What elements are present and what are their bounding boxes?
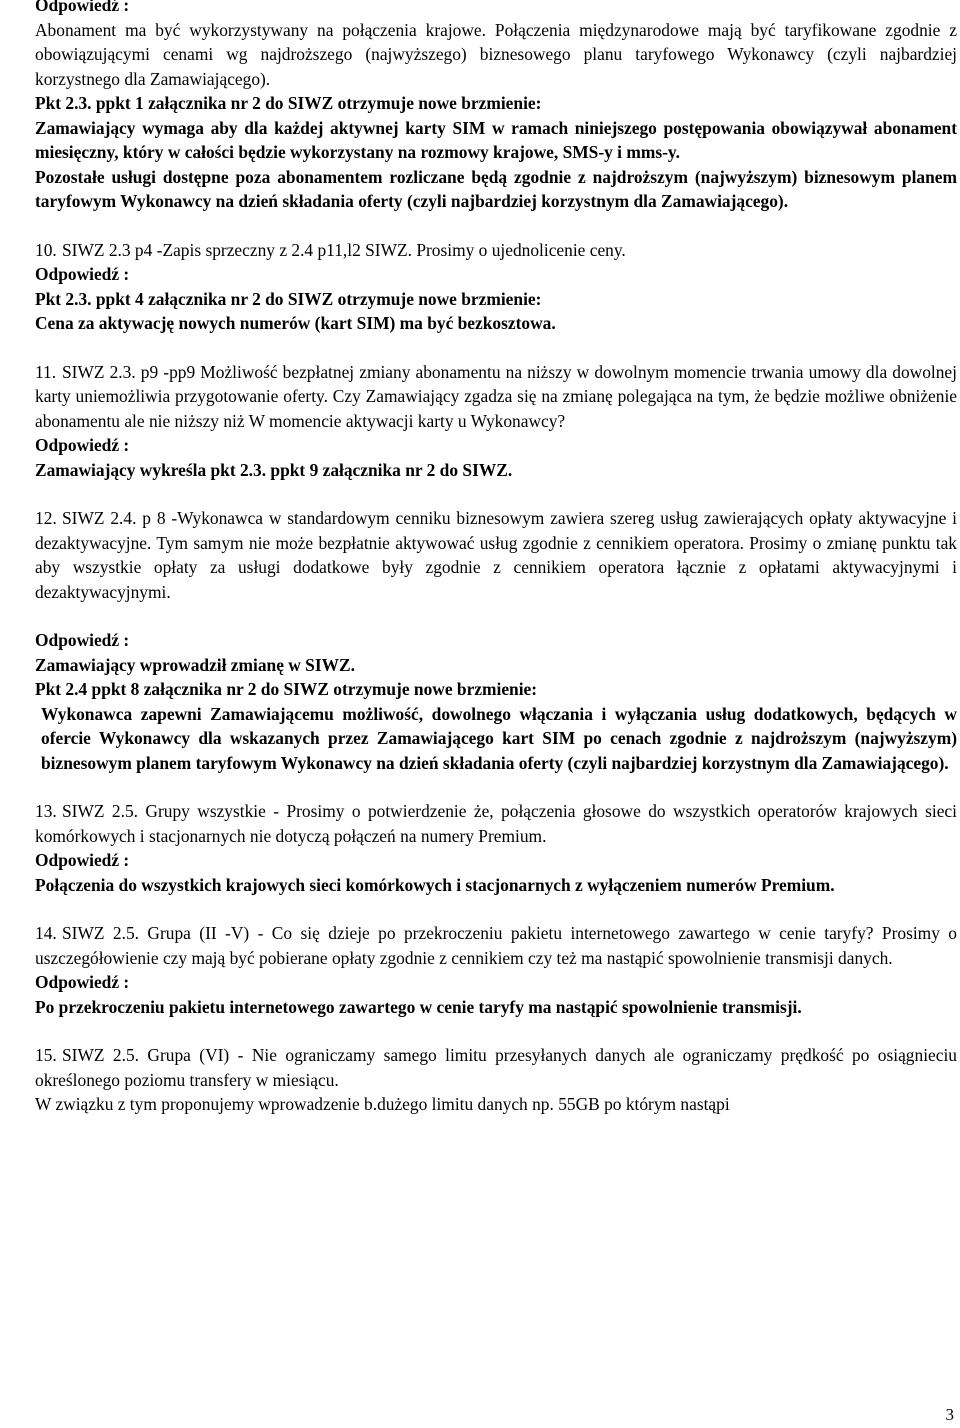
question-text: SIWZ 2.5. Grupy wszystkie - Prosimy o potwierdzenie że, połączenia głosowe do wszystkich operatorów krajowych sieci komórkowych i stacjonarnych nie dotyczą połączeń na numery Premium. <box>35 801 957 846</box>
answer-label: Odpowiedź : <box>35 850 130 870</box>
question-13 <box>35 799 957 848</box>
q10-answer: Cena za aktywację nowych numerów (kart SIM) ma być bezkosztowa. <box>35 313 556 333</box>
question-number: 15. <box>35 1045 57 1065</box>
answer-label: Odpowiedź : <box>35 972 130 992</box>
question-number: 13. <box>35 801 57 821</box>
question-15 <box>35 1043 957 1092</box>
question-text: SIWZ 2.4. p 8 -Wykonawca w standardowym cenniku biznesowym zawiera szereg usług zawierających opłaty aktywacyjne i dezaktywacyjne. Tym samym nie może bezpłatnie aktywować usług zgodnie z cennikiem operatora. Prosimy o zmianę punktu tak aby wszystkie opłaty za usługi dodatkowe były zgodnie z cennikiem operatora łącznie z opłatami aktywacyjnymi i dezaktywacyjnymi. <box>35 508 957 602</box>
question-text: SIWZ 2.3. p9 -pp9 Możliwość bezpłatnej zmiany abonamentu na niższy w dowolnym momencie trwania umowy dla dowolnej karty uniemożliwia przygotowanie oferty. Czy Zamawiający zgadza się na zmianę polegająca na tym, że będzie możliwe obniżenie abonamentu ale nie niższy niż W momencie aktywacji karty u Wykonawcy? <box>35 361 957 431</box>
q12-new-text: Wykonawca zapewni Zamawiającemu możliwość, dowolnego włączania i wyłączania usług dodatkowych, będących w ofercie Wykonawcy dla wskazanych przez Zamawiającego kart SIM po cenach zgodnie z najdroższym (najwyższym) biznesowym planem taryfowym Wykonawcy na dzień składania oferty (czyli najbardziej korzystnym dla Zamawiającego). <box>41 703 957 773</box>
question-number: 14. <box>35 923 57 943</box>
question-text: SIWZ 2.3 p4 -Zapis sprzeczny z 2.4 p11,l2 SIWZ. Prosimy o ujednolicenie ceny. <box>62 239 626 260</box>
document-page <box>35 0 957 1117</box>
intro-pkt: Pkt 2.3. ppkt 1 załącznika nr 2 do SIWZ otrzymuje nowe brzmienie: <box>35 93 542 113</box>
answer-label: Odpowiedź : <box>35 435 130 455</box>
intro-other-services: Pozostałe usługi dostępne poza abonamentem rozliczane będą zgodnie z najdroższym (najwyższym) biznesowym planem taryfowym Wykonawcy na dzień składania oferty (czyli najbardziej korzystnym dla Zamawiającego). <box>35 166 957 211</box>
q12-answer: Zamawiający wprowadził zmianę w SIWZ. <box>35 654 355 675</box>
q13-answer: Połączenia do wszystkich krajowych sieci komórkowych i stacjonarnych z wyłączeniem numerów Premium. <box>35 874 835 895</box>
q14-answer: Po przekroczeniu pakietu internetowego zawartego w cenie taryfy ma nastąpić spowolnienie transmisji. <box>35 996 802 1017</box>
question-number: 12. <box>35 508 57 528</box>
question-14 <box>35 921 957 970</box>
answer-label: Odpowiedź : <box>35 630 130 650</box>
question-12 <box>35 506 957 604</box>
answer-label: Odpowiedź : <box>35 264 130 284</box>
answer-label: Odpowiedź : <box>35 0 130 15</box>
q15-tail: W związku z tym proponujemy wprowadzenie b.dużego limitu danych np. 55GB po którym nastąpi <box>35 1094 730 1114</box>
q10-pkt: Pkt 2.3. ppkt 4 załącznika nr 2 do SIWZ otrzymuje nowe brzmienie: <box>35 288 542 309</box>
page-number: 3 <box>945 1405 954 1424</box>
q12-pkt: Pkt 2.4 ppkt 8 załącznika nr 2 do SIWZ otrzymuje nowe brzmienie: <box>35 679 538 699</box>
question-11 <box>35 360 957 434</box>
question-text: SIWZ 2.5. Grupa (VI) - Nie ograniczamy samego limitu przesyłanych danych ale ograniczamy prędkość po osiągnieciu określonego poziomu transfery w miesiącu. <box>35 1045 957 1090</box>
question-text: SIWZ 2.5. Grupa (II -V) - Co się dzieje po przekroczeniu pakietu internetowego zawartego w cenie taryfy? Prosimy o uszczegółowienie czy mają być pobierane opłaty zgodnie z cennikiem czy też ma nastąpić spowolnienie transmisji danych. <box>35 923 957 968</box>
question-10 <box>35 238 957 263</box>
question-number: 10. <box>35 239 57 260</box>
intro-requirement: Zamawiający wymaga aby dla każdej aktywnej karty SIM w ramach niniejszego postępowania obowiązywał abonament miesięczny, który w całości będzie wykorzystany na rozmowy krajowe, SMS-y i mms-y. <box>35 117 957 162</box>
question-number: 11. <box>35 361 57 382</box>
intro-paragraph: Abonament ma być wykorzystywany na połączenia krajowe. Połączenia międzynarodowe mają być taryfikowane zgodnie z obowiązującymi cenami wg najdroższego (najwyższego) biznesowego planu taryfowego Wykonawcy (czyli najbardziej korzystnego dla Zamawiającego). <box>35 19 957 89</box>
q11-answer: Zamawiający wykreśla pkt 2.3. ppkt 9 załącznika nr 2 do SIWZ. <box>35 459 513 480</box>
